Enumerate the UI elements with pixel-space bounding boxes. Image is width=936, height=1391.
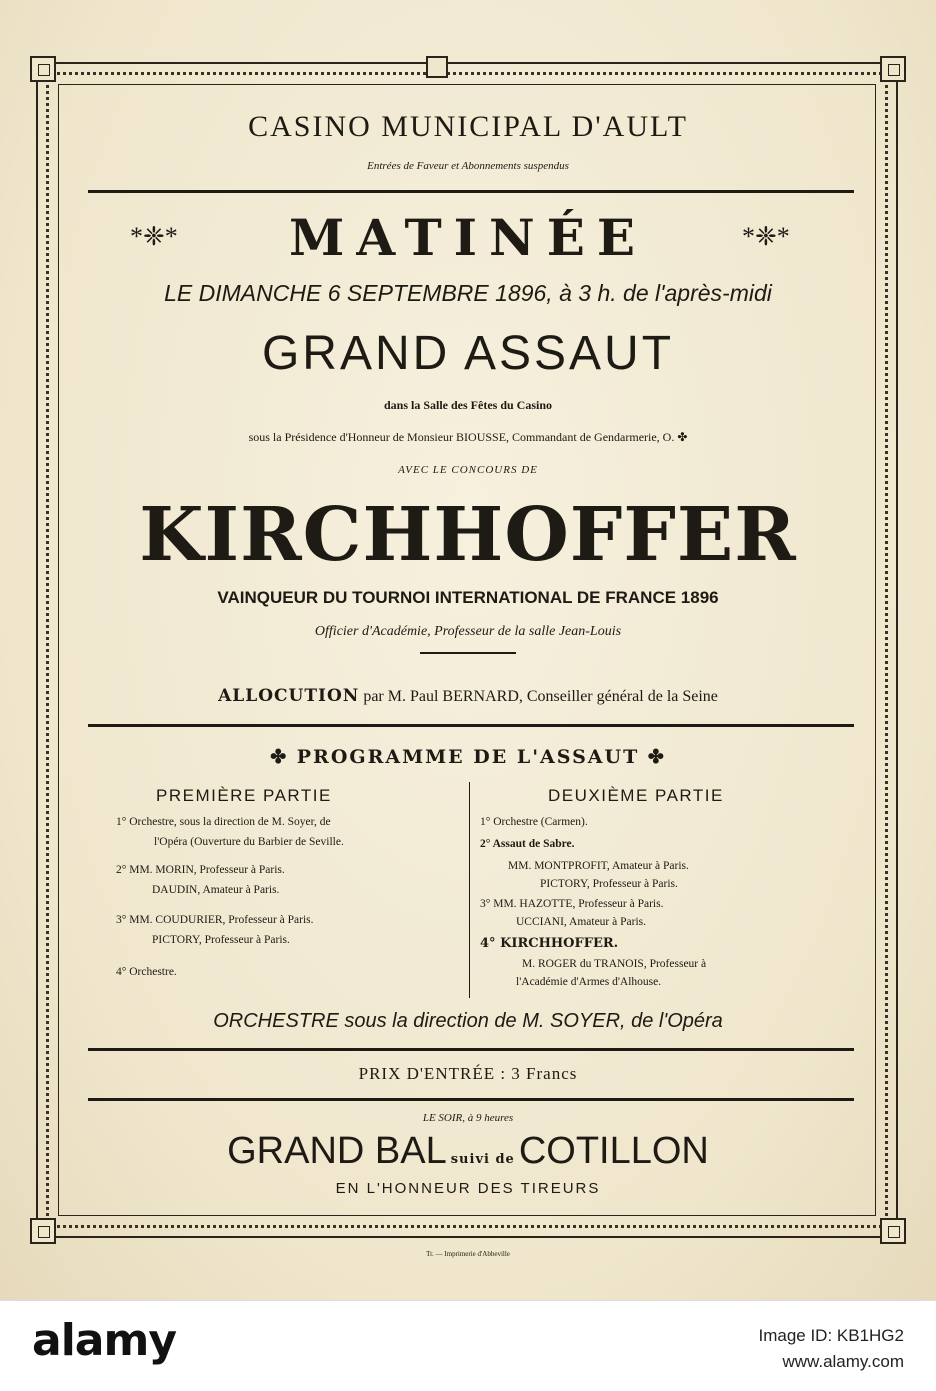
- concours-line: AVEC LE CONCOURS DE: [398, 464, 538, 476]
- matinee-title: MATINÉE: [289, 208, 647, 267]
- part2-line: UCCIANI, Amateur à Paris.: [516, 916, 646, 928]
- part1-line: 4° Orchestre.: [116, 966, 177, 978]
- venue-subtitle: Entrées de Faveur et Abonnements suspendus: [367, 160, 569, 172]
- part1-line: 1° Orchestre, sous la direction de M. Soyer, de: [116, 816, 331, 828]
- event-location: dans la Salle des Fêtes du Casino: [383, 398, 553, 412]
- headliner-subtitle: Officier d'Académie, Professeur de la salle Jean-Louis: [314, 624, 622, 639]
- part2-line: 1° Orchestre (Carmen).: [480, 816, 588, 828]
- corner-ornament: [30, 1218, 56, 1244]
- headliner-title: VAINQUEUR DU TOURNOI INTERNATIONAL DE FRANCE 1896: [217, 588, 719, 607]
- presidency-line: sous la Présidence d'Honneur de Monsieur BIOUSSE, Commandant de Gendarmerie, O. ✤: [248, 430, 688, 444]
- part1-line: 3° MM. COUDURIER, Professeur à Paris.: [116, 914, 314, 926]
- date-line: LE DIMANCHE 6 SEPTEMBRE 1896, à 3 h. de l'après-midi: [164, 280, 772, 306]
- divider: [88, 190, 854, 193]
- footer-meta: [758, 1323, 904, 1375]
- ornament-left: *❈*: [130, 222, 178, 251]
- stock-footer: [0, 1300, 936, 1391]
- corner-ornament: [880, 56, 906, 82]
- bal-title: GRAND BAL: [227, 1130, 447, 1172]
- part1-line: l'Opéra (Ouverture du Barbier de Seville.: [154, 836, 344, 848]
- orchestre-line: ORCHESTRE sous la direction de M. SOYER, de l'Opéra: [213, 1010, 723, 1032]
- ornament-right: *❈*: [742, 222, 790, 251]
- part1-title: PREMIÈRE PARTIE: [156, 786, 332, 805]
- part2-line: PICTORY, Professeur à Paris.: [540, 878, 678, 890]
- venue-title: CASINO MUNICIPAL D'AULT: [248, 110, 688, 143]
- short-divider: [420, 652, 516, 654]
- honneur-line: EN L'HONNEUR DES TIREURS: [335, 1180, 601, 1197]
- corner-ornament: [880, 1218, 906, 1244]
- headliner-name: KIRCHHOFFER: [139, 492, 797, 578]
- footer-brand-logo: alamy: [32, 1315, 176, 1366]
- part1-line: DAUDIN, Amateur à Paris.: [152, 884, 280, 896]
- part2-line: 4° KIRCHHOFFER.: [480, 936, 619, 951]
- top-ornament: [426, 56, 448, 78]
- allocution-label: ALLOCUTION: [218, 686, 360, 706]
- part1-line: 2° MM. MORIN, Professeur à Paris.: [116, 864, 285, 876]
- part2-line: MM. MONTPROFIT, Amateur à Paris.: [508, 860, 689, 872]
- allocution-text: par M. Paul BERNARD, Conseiller général de la Seine: [363, 688, 718, 705]
- allocution-line: [0, 686, 936, 706]
- divider: [88, 1098, 854, 1101]
- part2-line: l'Académie d'Armes d'Alhouse.: [516, 976, 662, 988]
- bal-connector: suivi de: [450, 1152, 515, 1167]
- corner-ornament: [30, 56, 56, 82]
- divider: [88, 724, 854, 727]
- part1-line: PICTORY, Professeur à Paris.: [152, 934, 290, 946]
- part2-title: DEUXIÈME PARTIE: [548, 786, 724, 805]
- part2-line: 2° Assaut de Sabre.: [480, 838, 575, 850]
- printer-line: Tr. — Imprimerie d'Abbeville: [426, 1250, 510, 1258]
- column-divider: [469, 782, 470, 998]
- cotillon-title: COTILLON: [518, 1130, 709, 1172]
- soir-line: LE SOIR, à 9 heures: [422, 1112, 514, 1124]
- divider: [88, 1048, 854, 1051]
- footer-url: www.alamy.com: [782, 1352, 904, 1371]
- prix-entree: PRIX D'ENTRÉE : 3 Francs: [358, 1064, 578, 1083]
- part2-line: 3° MM. HAZOTTE, Professeur à Paris.: [480, 898, 664, 910]
- bal-line: [0, 1130, 936, 1173]
- footer-image-id: Image ID: KB1HG2: [758, 1326, 904, 1345]
- programme-title: ✤ PROGRAMME DE L'ASSAUT ✤: [270, 746, 666, 768]
- part2-line: M. ROGER du TRANOIS, Professeur à: [522, 958, 707, 970]
- event-title: GRAND ASSAUT: [261, 327, 675, 380]
